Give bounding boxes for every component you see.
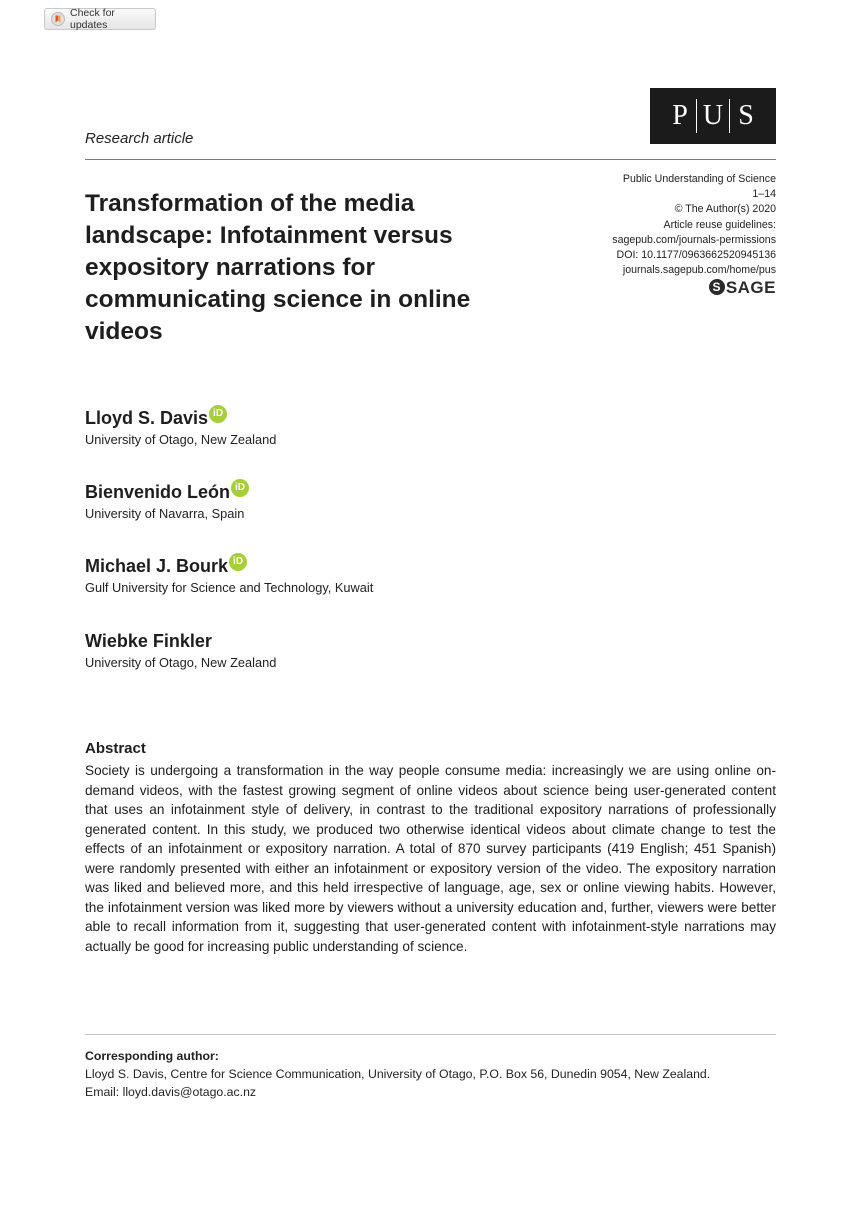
page-range: 1–14: [752, 188, 776, 201]
orcid-icon[interactable]: iD: [231, 479, 249, 497]
check-for-updates-button[interactable]: [44, 8, 156, 30]
publisher-logo: [516, 279, 776, 295]
corresponding-author: [85, 1047, 776, 1101]
corresponding-heading: Corresponding author:: [85, 1049, 219, 1063]
bookmark-badge-icon: [51, 12, 65, 26]
logo-letter-u: U: [702, 100, 724, 131]
author-affiliation: University of Otago, New Zealand: [85, 655, 277, 670]
author-name: Michael J. Bourk: [85, 556, 229, 576]
logo-letter-p: P: [672, 100, 688, 131]
article-type: Research article: [85, 130, 194, 147]
check-for-updates-label: Check for updates: [70, 7, 115, 31]
article-title: Transformation of the media landscape: Infotainment versus expository narrations for communicating science in online videos: [85, 190, 471, 345]
author-affiliation: Gulf University for Science and Technology, Kuwait: [85, 580, 374, 595]
author-name-row: [85, 556, 247, 577]
journal-meta: [516, 172, 776, 295]
author-block: [85, 408, 276, 447]
journal-logo: [650, 88, 776, 144]
publisher-name: SAGE: [725, 277, 776, 297]
abstract-text: Society is undergoing a transformation in the way people consume media: increasingly we are using online on-demand videos, with the fastest growing segment of online videos about science being user-generated content that uses an infotainment style of delivery, in contrast to the traditional expository narrations of professionally generated content. In this study, we produced two otherwise identical videos about climate change to test the effects of an infotainment or expository narration. A total of 870 survey participants (419 English; 451 Spanish) were randomly presented with either an infotainment or expository version of the video. The expository narration was liked and believed more, and this held irrespective of language, age, sex or online viewing habits. However, the infotainment version was liked more by viewers without a university education and, further, viewers were better able to recall information from it, suggesting that user-generated content with infotainment-style narrations may actually be good for increasing public understanding of science.: [85, 763, 776, 954]
author-name-row: [85, 408, 227, 429]
author-affiliation: University of Navarra, Spain: [85, 506, 245, 521]
reuse-label: Article reuse guidelines:: [663, 218, 776, 231]
logo-letter-s: S: [738, 100, 754, 131]
doi[interactable]: DOI: 10.1177/0963662520945136: [616, 249, 776, 262]
author-name-row: [85, 482, 249, 503]
reuse-link[interactable]: sagepub.com/journals-permissions: [612, 233, 776, 246]
copyright: © The Author(s) 2020: [674, 203, 776, 216]
orcid-icon[interactable]: iD: [229, 553, 247, 571]
corresponding-address: Lloyd S. Davis, Centre for Science Communication, University of Otago, P.O. Box 56, Dunedin 9054, New Zealand.: [85, 1067, 711, 1081]
author-name: Bienvenido León: [85, 482, 231, 502]
header-divider: [85, 159, 776, 160]
author-block: [85, 556, 373, 595]
journal-link[interactable]: journals.sagepub.com/home/pus: [622, 264, 776, 277]
author-affiliation: University of Otago, New Zealand: [85, 432, 277, 447]
orcid-icon[interactable]: iD: [209, 405, 227, 423]
corresponding-email[interactable]: Email: lloyd.davis@otago.ac.nz: [85, 1085, 257, 1099]
author-name-row: [85, 631, 212, 652]
author-block: [85, 482, 249, 521]
author-block: [85, 631, 276, 670]
journal-name: Public Understanding of Science: [622, 173, 776, 185]
footer-divider: [85, 1034, 776, 1035]
author-name: Wiebke Finkler: [85, 631, 212, 651]
abstract-heading: Abstract: [85, 740, 146, 757]
sage-s-icon: S: [709, 279, 725, 295]
author-name: Lloyd S. Davis: [85, 408, 209, 428]
